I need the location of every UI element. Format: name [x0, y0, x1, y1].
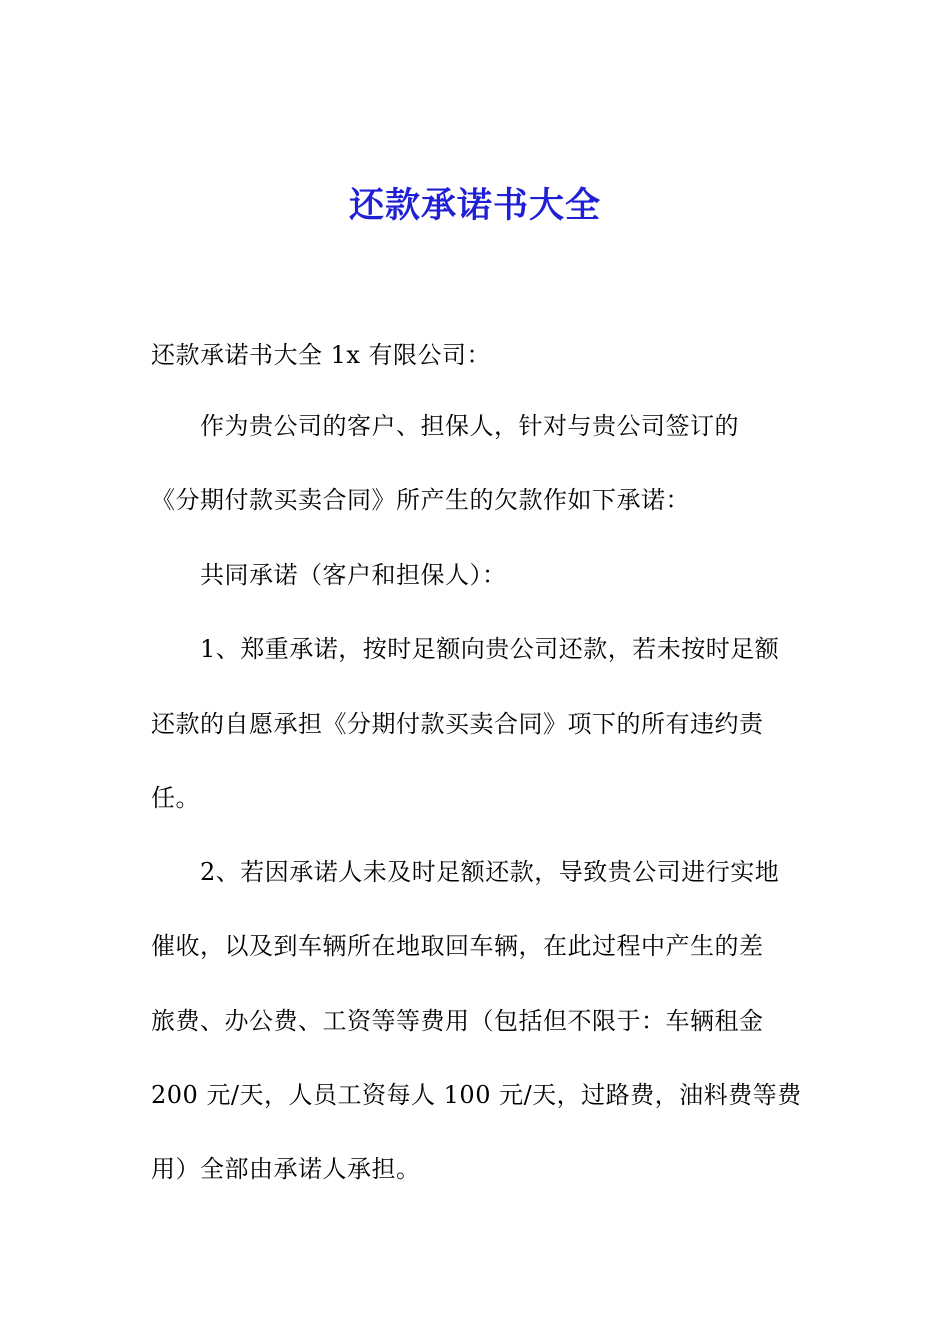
document-title: 还款承诺书大全 [348, 185, 601, 226]
paragraph-line: 催收，以及到车辆所在地取回车辆，在此过程中产生的差 [151, 932, 764, 960]
paragraph-line: 旅费、办公费、工资等等费用（包括但不限于：车辆租金 [151, 1007, 764, 1035]
paragraph-line: 作为贵公司的客户、担保人，针对与贵公司签订的 [200, 412, 739, 440]
paragraph-line: 用）全部由承诺人承担。 [151, 1155, 421, 1183]
paragraph-line: 任。 [151, 784, 200, 812]
salutation-line: 还款承诺书大全 1x 有限公司： [151, 341, 492, 369]
paragraph-line: 200 元/天，人员工资每人 100 元/天，过路费，油料费等费 [151, 1081, 802, 1109]
paragraph-line: 还款的自愿承担《分期付款买卖合同》项下的所有违约责 [151, 710, 764, 738]
paragraph-line: 1、郑重承诺，按时足额向贵公司还款，若未按时足额 [200, 635, 780, 663]
paragraph-line: 《分期付款买卖合同》所产生的欠款作如下承诺： [151, 486, 690, 514]
section-heading: 共同承诺（客户和担保人）： [200, 561, 507, 589]
paragraph-line: 2、若因承诺人未及时足额还款，导致贵公司进行实地 [200, 858, 780, 886]
